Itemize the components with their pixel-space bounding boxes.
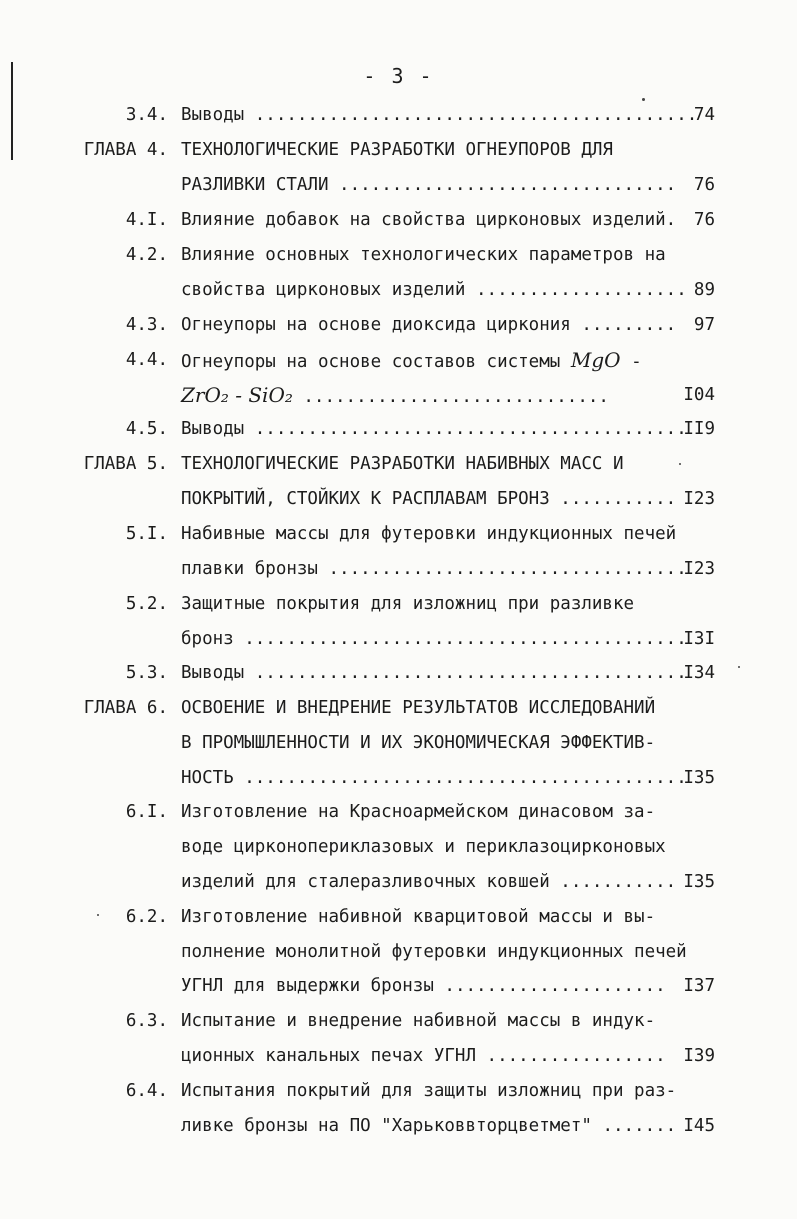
toc-entry-number: 6.4. [125,1081,168,1101]
toc-entry [0,484,797,514]
toc-entry-number: 4.4. [125,350,168,370]
toc-entry [0,345,797,375]
toc-entry-title: ливке бронзы на ПО "Харьковвторцветмет" [181,1116,592,1136]
toc-entry-text [181,554,687,584]
toc-entry [0,589,797,619]
toc-entry-number: ГЛАВА 6. [83,698,168,718]
toc-entry-text [181,519,676,549]
toc-entry-text [181,1076,676,1106]
toc-entry-text [181,1111,676,1141]
toc-entry-text [181,1006,655,1036]
toc-entry-number: 5.2. [125,594,168,614]
toc-entry-text [181,484,676,514]
toc-entry-number: 6.I. [125,802,168,822]
toc-entry-text [181,902,655,932]
toc-entry-title: Набивные массы для футеровки индукционных печей [181,524,677,544]
toc-entry-title: УГНЛ для выдержки бронзы [181,976,434,996]
toc-entry-title: ПОКРЫТИЙ, СТОЙКИХ К РАСПЛАВАМ БРОНЗ [181,489,550,509]
toc-entry-text [181,170,676,200]
toc-entry-text [181,693,655,723]
page-number: - 3 - [363,64,434,88]
leader-dots: .................................. [317,559,687,579]
leader-dots: ................. [476,1046,666,1066]
leader-dots: ............................. [292,387,609,407]
toc-entry-title: Испытание и внедрение набивной массы в индук- [181,1011,656,1031]
toc-entry [0,170,797,200]
leader-dots: ................................ [328,175,677,195]
toc-entry-title: полнение монолитной футеровки индукционных печей [181,942,687,962]
toc-entry [0,658,797,688]
toc-entry-title: свойства цирконовых изделий [181,280,466,300]
toc-entry-number: 5.I. [125,524,168,544]
toc-entry-title: Испытания покрытий для защиты изложниц при раз- [181,1081,677,1101]
toc-entry [0,205,797,235]
toc-entry-number: ГЛАВА 5. [83,454,168,474]
toc-entry-page: I35 [683,872,715,892]
toc-entry-text [181,345,642,377]
toc-entry-text [181,240,666,270]
chemical-formula: MgO [570,348,621,372]
toc-entry-page: 76 [693,210,715,230]
leader-dots: ......................................... [244,663,687,683]
toc-entry-title: Выводы [181,105,245,125]
leader-dots: ......... [570,315,677,335]
toc-entry [0,1076,797,1106]
toc-entry-title: Изготовление набивной кварцитовой массы и вы- [181,907,656,927]
toc-entry [0,519,797,549]
toc-entry-text [181,310,676,340]
toc-entry-page: I34 [683,663,715,683]
toc-entry-title: НОСТЬ [181,768,234,788]
toc-entry-text [181,937,687,967]
toc-entry-page: I23 [683,489,715,509]
toc-entry [0,380,797,410]
toc-entry [0,902,797,932]
leader-dots: ..................... [433,976,666,996]
toc-entry [0,240,797,270]
toc-entry-text [181,275,687,305]
toc-entry-title: плавки бронзы [181,559,318,579]
toc-entry-text [181,589,634,619]
toc-entry-title: ОСВОЕНИЕ И ВНЕДРЕНИЕ РЕЗУЛЬТАТОВ ИССЛЕДОВАНИЙ [181,698,656,718]
toc-entry-text [181,1041,666,1071]
toc-entry-page: 97 [693,315,715,335]
leader-dots: .......................................... [233,629,687,649]
toc-entry-page: I37 [683,976,715,996]
toc-entry [0,693,797,723]
toc-entry [0,971,797,1001]
toc-entry-title: ТЕХНОЛОГИЧЕСКИЕ РАЗРАБОТКИ ОГНЕУПОРОВ ДЛЯ [181,140,613,160]
leader-dots: ........... [549,489,677,509]
toc-entry [0,449,797,479]
toc-entry-title: воде цирконопериклазовых и периклазоцирконовых [181,837,666,857]
toc-entry [0,937,797,967]
toc-entry [0,135,797,165]
toc-entry-text [181,867,676,897]
toc-entry-text [181,100,697,130]
toc-entry-title: Защитные покрытия для изложниц при разливке [181,594,635,614]
toc-entry-title: В ПРОМЫШЛЕННОСТИ И ИХ ЭКОНОМИЧЕСКАЯ ЭФФЕКТИВ- [181,733,656,753]
toc-entry-page: 74 [693,105,715,125]
toc-entry-text [181,449,624,479]
toc-entry-title: Выводы [181,663,245,683]
toc-entry-title: ционных канальных печах УГНЛ [181,1046,477,1066]
toc-entry-title: Огнеупоры на основе составов системы [181,352,561,372]
toc-entry-page: I04 [683,385,715,405]
toc-entry-text [181,971,666,1001]
scan-speck [679,463,681,465]
toc-entry-title: Выводы [181,419,245,439]
toc-entry [0,624,797,654]
toc-entry-title: Влияние основных технологических параметров на [181,245,666,265]
toc-entry-number: 4.3. [125,315,168,335]
toc-entry [0,867,797,897]
scan-speck [642,98,645,101]
toc-entry-page: I23 [683,559,715,579]
toc-entry-page: I39 [683,1046,715,1066]
toc-entry [0,1041,797,1071]
toc-entry-number: 6.3. [125,1011,168,1031]
toc-entry-text [181,624,687,654]
toc-entry [0,100,797,130]
toc-entry-text [181,205,676,235]
toc-entry [0,728,797,758]
toc-entry-page: II9 [683,419,715,439]
toc-entry-title: ТЕХНОЛОГИЧЕСКИЕ РАЗРАБОТКИ НАБИВНЫХ МАСС И [181,454,624,474]
toc-entry-text [181,797,655,827]
toc-entry [0,763,797,793]
toc-entry [0,797,797,827]
toc-entry-number: 3.4. [125,105,168,125]
toc-entry [0,832,797,862]
toc-entry-text [181,832,666,862]
toc-entry [0,1006,797,1036]
toc-entry-text [181,658,687,688]
leader-dots: .................... [465,280,687,300]
toc-entry-number: 4.5. [125,419,168,439]
toc-entry-text [181,728,655,758]
toc-entry-page: I45 [683,1116,715,1136]
toc-entry-number: 4.2. [125,245,168,265]
toc-entry [0,414,797,444]
toc-entry [0,275,797,305]
toc-entry-title: Изготовление на Красноармейском динасовом за- [181,802,656,822]
leader-dots: ....... [591,1116,677,1136]
scan-speck [97,914,99,916]
formula-dash: - [620,352,642,372]
toc-entry-page: I3I [683,629,715,649]
chemical-formula: ZrO₂ - SiO₂ [181,383,293,407]
toc-entry-page: 76 [693,175,715,195]
toc-entry-number: 6.2. [125,907,168,927]
toc-entry-text [181,380,609,412]
leader-dots: ........... [549,872,677,892]
toc-entry-number: 4.I. [125,210,168,230]
toc-entry [0,554,797,584]
toc-entry-title: Влияние добавок на свойства цирконовых изделий. [181,210,677,230]
toc-entry [0,310,797,340]
toc-entry-number: 5.3. [125,663,168,683]
toc-entry-title: изделий для сталеразливочных ковшей [181,872,550,892]
leader-dots: .......................................... [244,105,698,125]
toc-entry-title: бронз [181,629,234,649]
toc-entry-title: Огнеупоры на основе диоксида циркония [181,315,571,335]
toc-entry-number: ГЛАВА 4. [83,140,168,160]
toc-entry-text [181,414,687,444]
toc-entry-text [181,763,687,793]
toc-entry [0,1111,797,1141]
leader-dots: ......................................... [244,419,687,439]
toc-entry-text [181,135,613,165]
leader-dots: .......................................... [233,768,687,788]
scan-speck [738,666,740,668]
toc-entry-page: I35 [683,768,715,788]
toc-entry-page: 89 [693,280,715,300]
toc-entry-title: РАЗЛИВКИ СТАЛИ [181,175,329,195]
